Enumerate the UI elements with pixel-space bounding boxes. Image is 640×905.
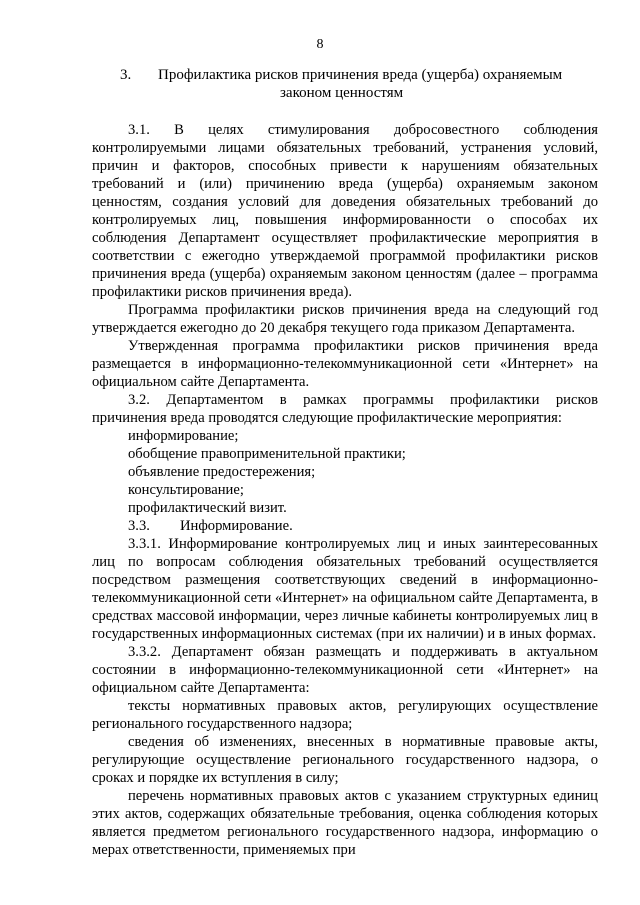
list-item: консультирование;: [128, 482, 244, 498]
list-item: информирование;: [128, 428, 239, 444]
subsection-3-3-title: Информирование.: [180, 518, 293, 534]
section-title-line1: Профилактика рисков причинения вреда (ущерба) охраняемым: [158, 67, 563, 83]
section-title-line2: законом ценностям: [280, 85, 404, 101]
section-number: 3.: [120, 67, 132, 83]
paragraph-item-texts: тексты нормативных правовых актов, регулирующих осуществление регионального государственного надзора;: [92, 698, 598, 732]
section-heading: [120, 66, 640, 102]
subsection-3-3-heading: [92, 517, 598, 535]
page-number: 8: [316, 37, 324, 52]
paragraph-item-changes: сведения об изменениях, внесенных в нормативные правовые акты, регулирующие осуществление регионального государственного надзора, о сроках и порядке их вступления в силу;: [92, 734, 598, 786]
paragraph-item-list: перечень нормативных правовых актов с указанием структурных единиц этих актов, содержащих обязательные требования, оценка соблюдения которых является предметом регионального государственного надзора, информацию о мерах ответственности, применяемых при: [92, 788, 598, 858]
paragraph-program-approval: Программа профилактики рисков причинения вреда на следующий год утверждается ежегодно до 20 декабря текущего года приказом Департамента.: [92, 302, 598, 336]
list-item: обобщение правоприменительной практики;: [128, 446, 406, 462]
section-body: [92, 121, 598, 859]
list-item: профилактический визит.: [128, 500, 287, 516]
paragraph-3-1: 3.1. В целях стимулирования добросовестного соблюдения контролируемыми лицами обязательных требований, устранения условий, причин и факторов, способных привести к нарушениям обязательных требований и (или) причинению вреда (ущерба) охраняемым законом ценностям, создания условий для доведения обязательных требований до контролируемых лиц, повышения информированности о способах их соблюдения Департамент осуществляет профилактические мероприятия в соответствии с ежегодно утверждаемой программой профилактики рисков причинения вреда (ущерба) охраняемым законом ценностям (далее – программа профилактики рисков причинения вреда).: [92, 122, 598, 300]
list-item: объявление предостережения;: [128, 464, 316, 480]
paragraph-program-publication: Утвержденная программа профилактики рисков причинения вреда размещается в информационно-телекоммуникационной сети «Интернет» на официальном сайте Департамента.: [92, 338, 598, 390]
paragraph-3-2: 3.2. Департаментом в рамках программы профилактики рисков причинения вреда проводятся следующие профилактические мероприятия:: [92, 392, 598, 426]
paragraph-3-3-2: 3.3.2. Департамент обязан размещать и поддерживать в актуальном состоянии в информационно-телекоммуникационной сети «Интернет» на официальном сайте Департамента:: [92, 644, 598, 696]
paragraph-3-3-1: 3.3.1. Информирование контролируемых лиц и иных заинтересованных лиц по вопросам соблюдения обязательных требований осуществляется посредством размещения соответствующих сведений в информационно-телекоммуникационной сети «Интернет» на официальном сайте Департамента, в средствах массовой информации, через личные кабинеты контролируемых лиц в государственных информационных системах (при их наличии) и в иных формах.: [92, 536, 598, 642]
subsection-3-3-number: 3.3.: [128, 518, 150, 534]
